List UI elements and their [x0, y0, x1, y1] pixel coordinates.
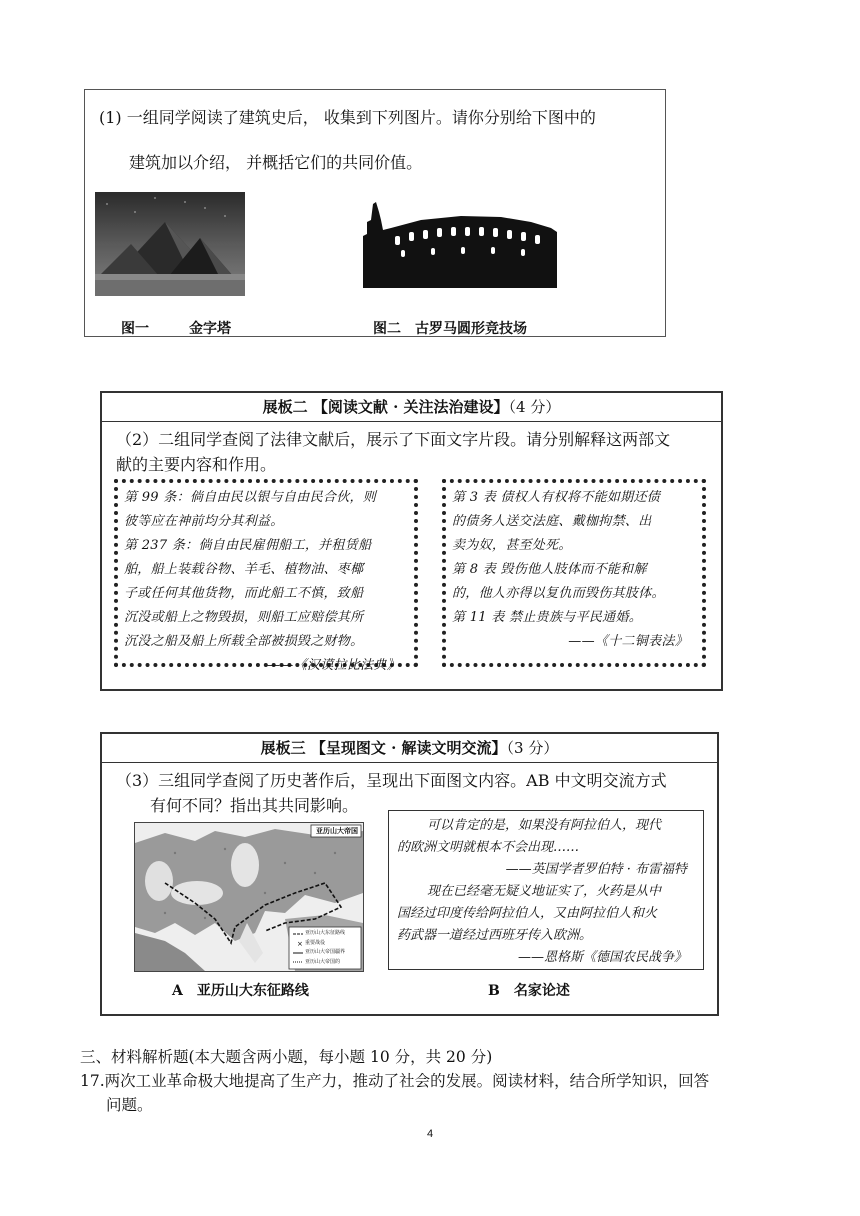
excerpt-line: 卖为奴，甚至处死。 [452, 538, 572, 553]
figure-1-name: 金字塔 [189, 321, 231, 337]
excerpt-line: 的，他人亦得以复仇而毁伤其肢体。 [452, 586, 665, 601]
quote-line: 国经过印度传给阿拉伯人，又由阿拉伯人和火 [397, 906, 658, 921]
quote-line: 现在已经毫无疑义地证实了，火药是从中 [427, 884, 662, 899]
excerpt-line: 沉没或船上之物毁损，则船工应赔偿其所 [124, 610, 364, 625]
panel-civilization [100, 732, 719, 1016]
quote-source: ——恩格斯《德国农民战争》 [517, 950, 687, 965]
panel-2-title: 展板二 【阅读文献 · 关注法治建设】 [262, 398, 509, 416]
excerpt-line: 第 3 表 债权人有权将不能如期还债 [452, 490, 661, 505]
panel-3-points: （3 分） [506, 739, 559, 757]
question-1-line2: 建筑加以介绍， 并概括它们的共同价值。 [129, 153, 423, 172]
svg-text:×: × [297, 940, 303, 948]
quote-line: 可以肯定的是，如果没有阿拉伯人，现代 [427, 818, 662, 833]
panel-3-title: 展板三 【呈现图文 · 解读文明交流】 [260, 739, 507, 757]
map-legend-item: 亚历山大帝国疆界 [305, 949, 346, 955]
map-legend [305, 929, 361, 967]
map-title: 亚历山大帝国 [316, 827, 358, 835]
excerpt-line: 第 11 表 禁止贵族与平民通婚。 [452, 610, 643, 625]
quote-line: 的欧洲文明就根本不会出现…… [397, 840, 580, 855]
question-17-line2: 问题。 [106, 1096, 153, 1114]
panel-law [100, 391, 723, 691]
quote-line: 药武器一道经过西班牙传入欧洲。 [397, 928, 593, 943]
excerpt-line: 的债务人送交法庭、戴枷拘禁、出 [452, 514, 652, 529]
question-3-line2: 有何不同？指出其共同影响。 [150, 796, 359, 815]
panel-architecture [84, 89, 666, 337]
excerpt-line: 彼等应在神前均分其利益。 [124, 514, 284, 529]
pyramid-image [95, 192, 245, 296]
map-legend-item: 亚历山大东征路线 [305, 930, 346, 936]
excerpt-line: 第 237 条：倘自由民雇佣船工，并租赁船 [124, 538, 372, 553]
panel-2-points: （4 分） [508, 398, 561, 416]
alexander-map [134, 822, 364, 972]
caption-a: A 亚历山大东征路线 [172, 983, 309, 999]
map-legend-item: 重要战役 [305, 939, 326, 946]
excerpt-source: ——《十二铜表法》 [568, 634, 688, 649]
section-three-heading: 三、材料解析题(本大题含两小题，每小题 10 分，共 20 分) [80, 1048, 493, 1066]
panel-2-header [102, 393, 721, 422]
colosseum-image [361, 200, 561, 292]
question-17-line1: 17.两次工业革命极大地提高了生产力，推动了社会的发展。阅读材料，结合所学知识，回答 [80, 1072, 710, 1090]
caption-b: B 名家论述 [488, 983, 570, 999]
hammurabi-excerpt [114, 479, 418, 673]
question-2-line1: （2）二组同学查阅了法律文献后，展示了下面文字片段。请分别解释这两部文 [116, 430, 671, 449]
excerpt-line: 子或任何其他货物，而此船工不慎，致船 [124, 586, 364, 601]
question-3-line1: （3）三组同学查阅了历史著作后，呈现出下面图文内容。AB 中文明交流方式 [116, 771, 667, 790]
panel-3-header [102, 734, 717, 763]
excerpt-line: 第 8 表 毁伤他人肢体而不能和解 [452, 562, 647, 577]
figure-2-caption: 图二 古罗马圆形竞技场 [373, 321, 527, 337]
quote-source: ——英国学者罗伯特 · 布雷福特 [505, 862, 687, 877]
excerpt-line: 沉没之船及船上所载全部被损毁之财物。 [124, 634, 364, 649]
map-legend-item: 亚历山大帝国的 [305, 958, 341, 965]
excerpt-source: ——《汉谟拉比法典》 [267, 658, 400, 673]
question-2-line2: 献的主要内容和作用。 [116, 455, 277, 474]
page-number: 4 [426, 1128, 434, 1140]
scholar-quotes [388, 810, 704, 970]
question-1-line1: (1) 一组同学阅读了建筑史后， 收集到下列图片。请你分别给下图中的 [99, 108, 596, 127]
twelve-tables-excerpt [442, 479, 706, 667]
excerpt-line: 舶，船上装载谷物、羊毛、植物油、枣椰 [124, 562, 364, 577]
figure-1-label: 图一 [121, 321, 149, 337]
excerpt-line: 第 99 条：倘自由民以银与自由民合伙，则 [124, 490, 377, 505]
